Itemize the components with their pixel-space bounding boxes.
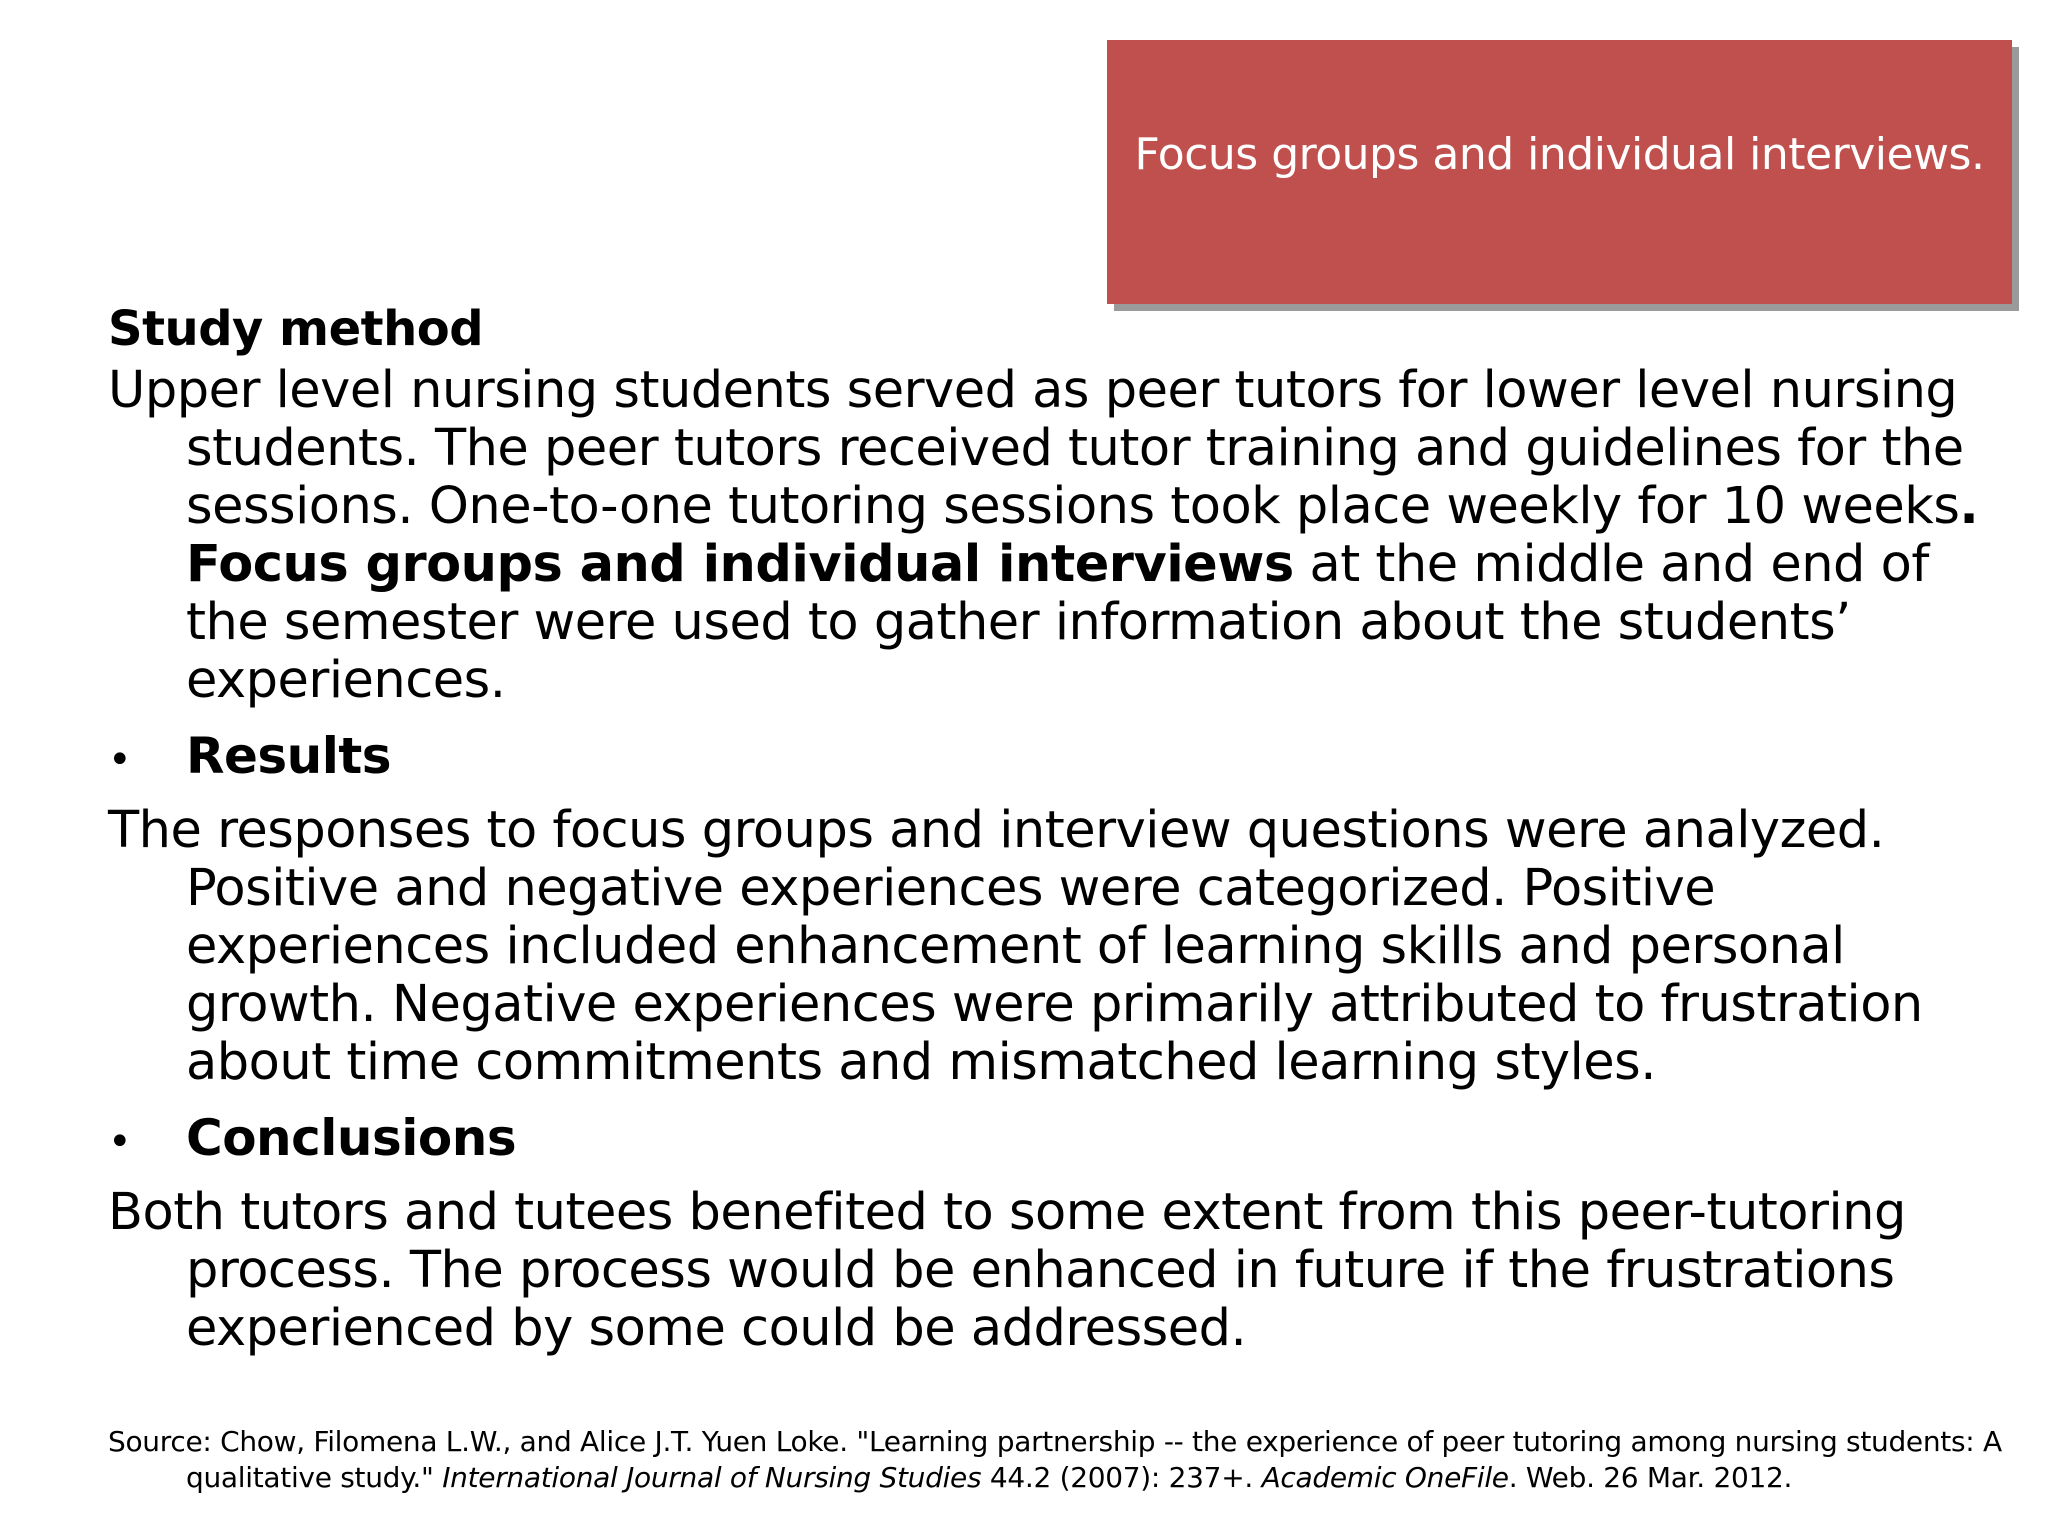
study-method-text: [108, 362, 1998, 710]
study-method-text-bold: . Focus groups and individual interviews: [186, 477, 1979, 594]
source-journal: International Journal of Nursing Studies: [442, 1461, 982, 1494]
source-database: Academic OneFile: [1261, 1461, 1509, 1494]
results-heading: Results: [186, 727, 392, 785]
results-bullet: •: [108, 737, 132, 783]
slide-content: [108, 296, 1998, 1358]
study-method-text-part2: at the middle and end of the semester were used to gather information about the students’ experiences.: [186, 535, 1929, 710]
study-method-heading: Study method: [108, 301, 484, 357]
conclusions-bullet: •: [108, 1119, 132, 1165]
callout-box: [1107, 40, 2012, 304]
study-method-text-part1: Upper level nursing students served as peer tutors for lower level nursing students. The peer tutors received tutor training and guidelines for the sessions. One-to-one tutoring sessions took place weekly for 10 weeks: [108, 361, 1964, 536]
source-prefix: Source: Chow, Filomena L.W., and Alice J.T. Yuen Loke. "Learning partnership -- the experience of peer tutoring among nursing students: A qualitative study.": [108, 1425, 2002, 1494]
source-middle: 44.2 (2007): 237+.: [981, 1461, 1262, 1494]
conclusions-text: Both tutors and tutees benefited to some extent from this peer-tutoring process. The process would be enhanced in future if the frustrations experienced by some could be addressed.: [108, 1183, 1906, 1358]
callout-text: Focus groups and individual interviews.: [1134, 128, 1985, 180]
results-heading-row: [108, 716, 1998, 800]
source-suffix: . Web. 26 Mar. 2012.: [1508, 1461, 1793, 1494]
conclusions-heading: Conclusions: [186, 1109, 517, 1167]
source-citation: [108, 1424, 2006, 1496]
results-text: The responses to focus groups and interview questions were analyzed. Positive and negative experiences were categorized. Positive experiences included enhancement of learning skills and personal growth. Negative experiences were primarily attributed to frustration about time commitments and mismatched learning styles.: [108, 801, 1923, 1092]
conclusions-heading-row: [108, 1098, 1998, 1182]
